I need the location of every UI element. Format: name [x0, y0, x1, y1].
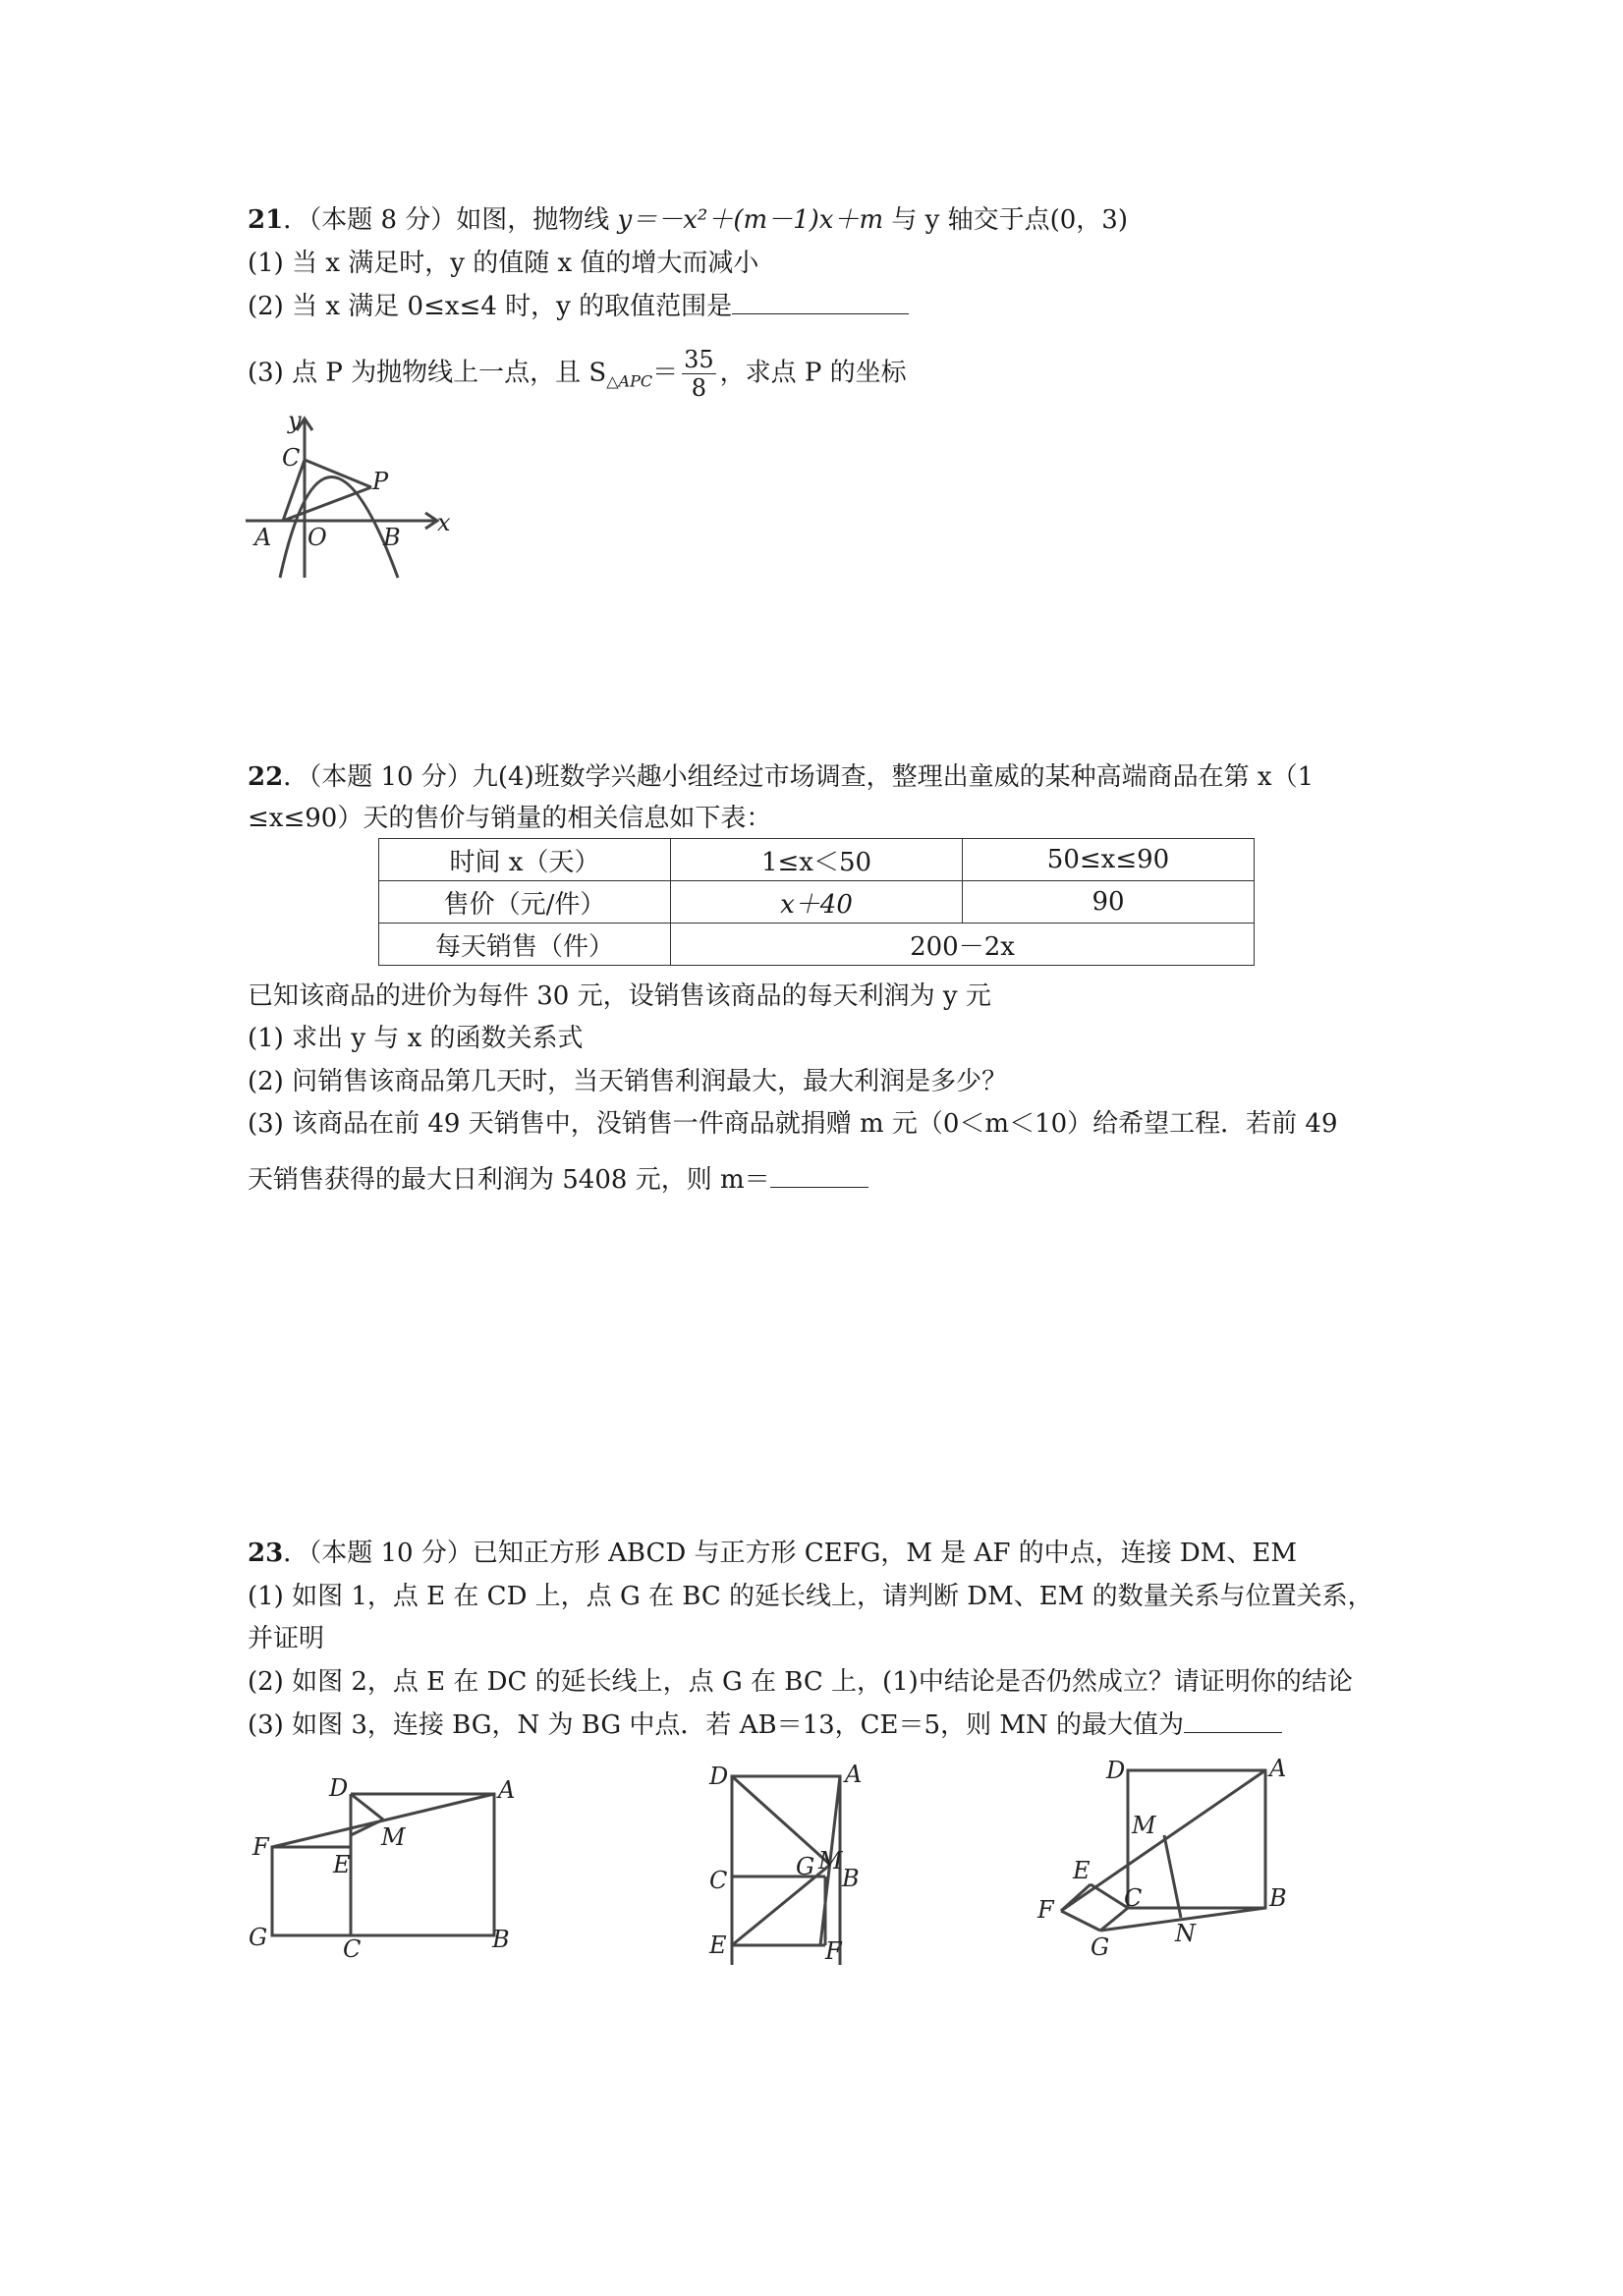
- label-f: F: [1037, 1896, 1054, 1924]
- square-abcd: [1128, 1770, 1265, 1908]
- label-e: E: [333, 1851, 351, 1878]
- table-row: [379, 881, 1255, 924]
- label-d: D: [709, 1763, 729, 1790]
- segment-ap: [283, 487, 371, 521]
- segment-fg: [1061, 1911, 1100, 1931]
- label-c: C: [1124, 1884, 1143, 1912]
- q23-header: 23．（本题 10 分）已知正方形 ABCD 与正方形 CEFG，M 是 AF 的中点，连接 DM、EM: [248, 1539, 1297, 1568]
- label-p: P: [372, 468, 389, 495]
- segment-dm: [732, 1776, 830, 1865]
- answer-blank[interactable]: [732, 288, 909, 314]
- label-a: A: [845, 1761, 863, 1788]
- fraction: $\frac{35}{8}$: [684, 346, 714, 402]
- label-f: F: [252, 1833, 269, 1861]
- q23-part2: (2) 如图 2，点 E 在 DC 的延长线上，点 G 在 BC 上，(1)中结论是否仍然成立？请证明你的结论: [248, 1667, 1353, 1697]
- q21-part2: [248, 288, 909, 324]
- table-cell: 时间 x（天）: [379, 839, 671, 881]
- question-number: 23: [248, 1539, 284, 1568]
- q22-part3-text: 天销售获得的最大日利润为 5408 元，则 m＝: [248, 1165, 770, 1195]
- q22-header-text: （本题 10 分）九(4)班数学兴趣小组经过市场调查，整理出童威的某种高端商品在第 x（1: [308, 762, 1315, 792]
- table-cell: 每天销售（件）: [379, 924, 671, 966]
- label-c: C: [343, 1935, 362, 1963]
- q22-part3-line2: [248, 1161, 868, 1198]
- table-cell: 200－2x: [671, 924, 1255, 966]
- triangle-subscript: △APC: [606, 371, 653, 391]
- label-m: M: [818, 1847, 843, 1875]
- table-cell: 50≤x≤90: [963, 839, 1255, 881]
- q23-part1: (1) 如图 1，点 E 在 CD 上，点 G 在 BC 的延长线上，请判断 DM、EM 的数量关系与位置关系，: [248, 1582, 1373, 1611]
- q21-part3: (3) 点 P 为抛物线上一点，且 $S_{\triangle APC}=$ $\frac{35}{8}$ ，求点 P 的坐标: [248, 346, 907, 402]
- q21-part2-text: (2) 当 x 满足 0≤x≤4 时，y 的取值范围是: [248, 292, 733, 321]
- q21-part3-text: (3) 点 P 为抛物线上一点，且 S: [248, 358, 607, 388]
- label-d: D: [1106, 1757, 1126, 1784]
- segment-dm: [351, 1794, 383, 1820]
- table-row: [379, 924, 1255, 966]
- label-d: D: [329, 1774, 349, 1802]
- label-x: x: [437, 509, 451, 536]
- label-m: M: [1132, 1812, 1156, 1839]
- price-sales-table: [378, 838, 1255, 966]
- q22-header-line2: ≤x≤90）天的售价与销量的相关信息如下表：: [248, 804, 772, 833]
- label-b: B: [383, 524, 401, 551]
- question-number: 21: [248, 205, 284, 235]
- label-a: A: [254, 524, 272, 551]
- q21-parabola-figure: [241, 411, 457, 583]
- q22-part1: (1) 求出 y 与 x 的函数关系式: [248, 1024, 584, 1053]
- q21-header-tail: 与 y 轴交于点(0，3): [883, 205, 1128, 235]
- q23-figure-3: [1022, 1749, 1297, 1965]
- q23-part3: [248, 1707, 1282, 1743]
- q22-part2: (2) 问销售该商品第几天时，当天销售利润最大，最大利润是多少？: [248, 1067, 1008, 1096]
- question-number: 22: [248, 762, 284, 792]
- q22-given: 已知该商品的进价为每件 30 元，设销售该商品的每天利润为 y 元: [248, 981, 991, 1011]
- table-cell: 1≤x＜50: [671, 839, 963, 881]
- q23-figure-2: [698, 1749, 894, 1965]
- label-o: O: [308, 524, 327, 551]
- segment-mn: [1164, 1835, 1181, 1918]
- q23-header-text: （本题 10 分）已知正方形 ABCD 与正方形 CEFG，M 是 AF 的中点，连接 DM、EM: [308, 1539, 1297, 1568]
- q22-header: 22．（本题 10 分）九(4)班数学兴趣小组经过市场调查，整理出童威的某种高端商品在第 x（1: [248, 762, 1315, 792]
- label-b: B: [1269, 1884, 1287, 1912]
- label-c: C: [282, 444, 301, 472]
- q23-part1-line2: 并证明: [248, 1624, 325, 1653]
- table-cell: 90: [963, 881, 1255, 924]
- square-abcd: [351, 1794, 494, 1935]
- label-b: B: [842, 1865, 860, 1892]
- q23-part3-text: (3) 如图 3，连接 BG，N 为 BG 中点．若 AB＝13，CE＝5，则 MN 的最大值为: [248, 1710, 1184, 1740]
- label-m: M: [381, 1823, 406, 1851]
- label-a: A: [498, 1776, 516, 1804]
- label-e: E: [709, 1932, 727, 1959]
- q22-part3: (3) 该商品在前 49 天销售中，没销售一件商品就捐赠 m 元（0＜m＜10）给希望工程．若前 49: [248, 1109, 1338, 1139]
- label-a: A: [1269, 1755, 1287, 1782]
- label-y: y: [288, 411, 302, 434]
- table-cell: x＋40: [671, 881, 963, 924]
- label-b: B: [492, 1926, 510, 1953]
- table-row: [379, 839, 1255, 881]
- q21-header: 21．（本题 8 分）如图，抛物线 y＝－x²＋(m－1)x＋m 与 y 轴交于点(0，3): [248, 205, 1128, 235]
- label-g: G: [249, 1924, 268, 1951]
- answer-blank[interactable]: [770, 1161, 868, 1188]
- q21-part1: (1) 当 x 满足时，y 的值随 x 值的增大而减小: [248, 249, 759, 278]
- table-cell: 售价（元/件）: [379, 881, 671, 924]
- label-g: G: [1091, 1933, 1110, 1961]
- label-n: N: [1175, 1920, 1196, 1947]
- label-c: C: [709, 1867, 728, 1894]
- segment-fa: [1061, 1770, 1265, 1911]
- label-e: E: [1073, 1857, 1091, 1884]
- q21-header-text: （本题 8 分）如图，抛物线: [308, 205, 618, 235]
- q21-equation: y＝－x²＋(m－1)x＋m: [617, 205, 884, 235]
- q23-figure-1: [241, 1768, 535, 1965]
- answer-blank[interactable]: [1184, 1707, 1282, 1733]
- label-g: G: [796, 1853, 815, 1880]
- q21-part3-tail: ，求点 P 的坐标: [719, 358, 907, 388]
- segment-cp: [305, 460, 371, 487]
- label-f: F: [825, 1937, 842, 1965]
